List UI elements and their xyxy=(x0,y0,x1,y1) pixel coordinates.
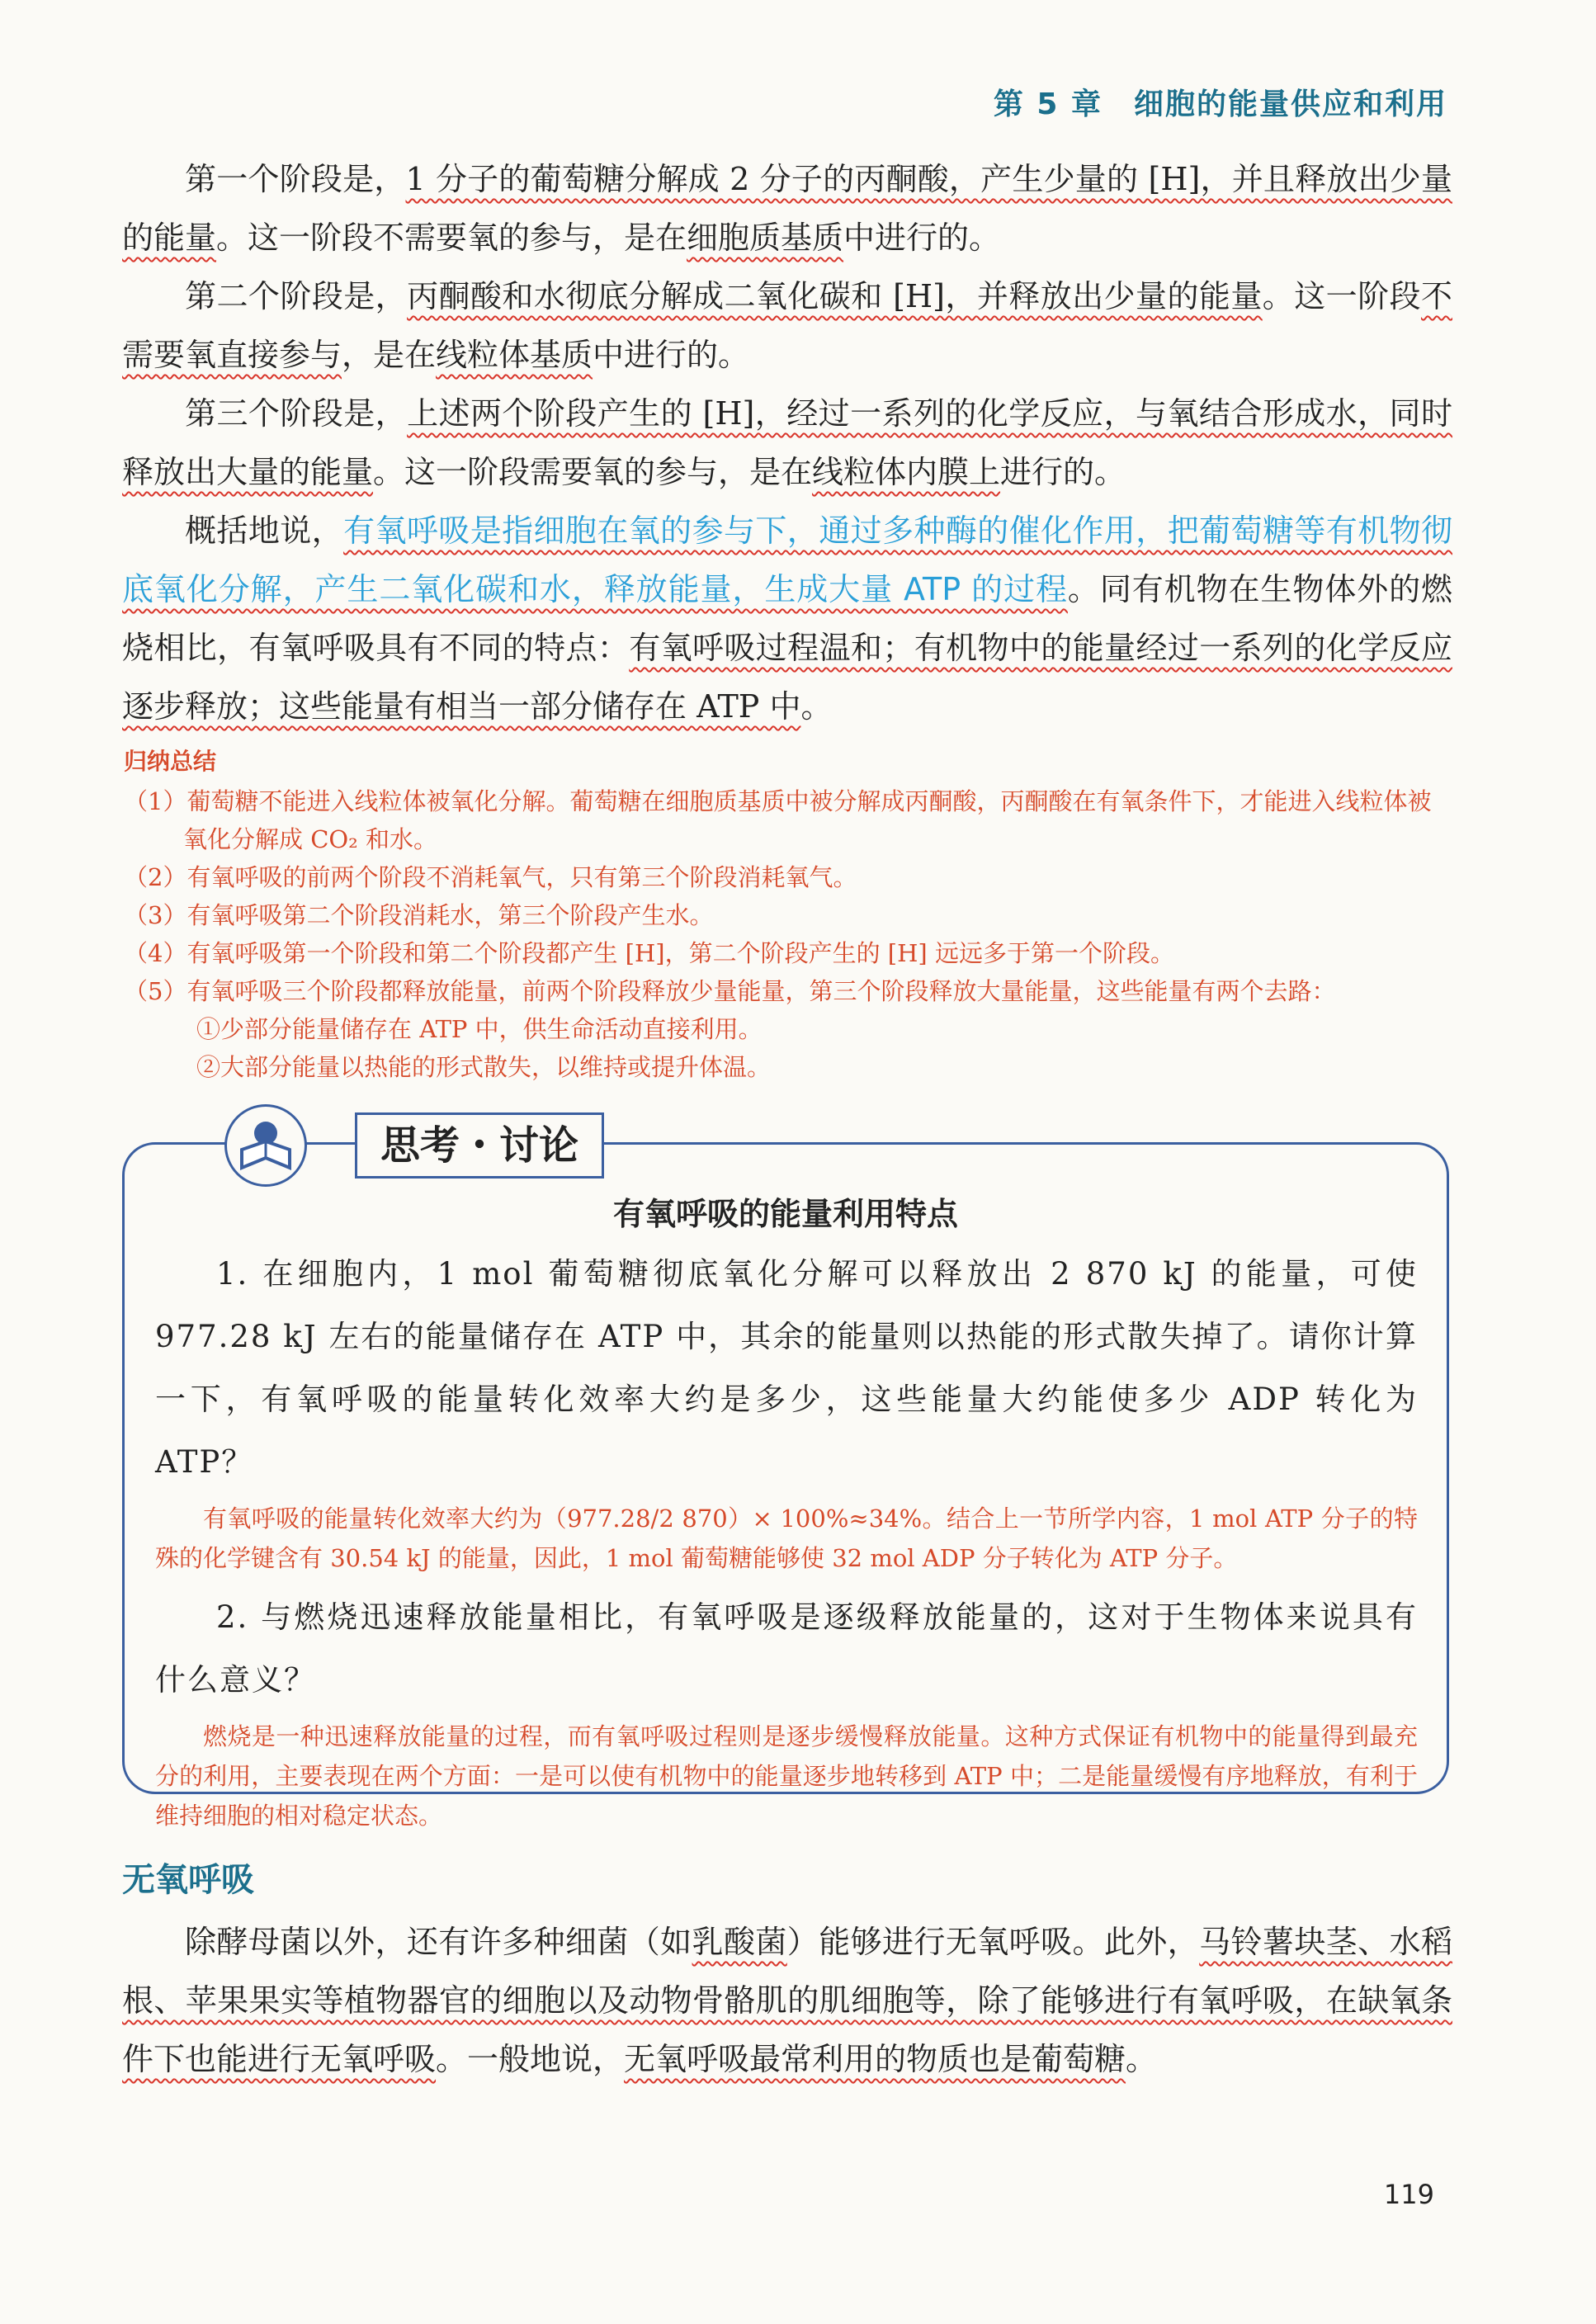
highlight-span: 无氧呼吸最常利用的物质也是葡萄糖 xyxy=(624,2041,1126,2077)
text-span: 中进行的。 xyxy=(593,337,750,373)
anaerobic-text xyxy=(122,1913,1452,2089)
summary-subitem: ②大部分能量以热能的形式散失，以维持或提升体温。 xyxy=(196,1053,772,1081)
stage-three-paragraph xyxy=(122,385,1452,502)
highlight-span: 上述两个阶段产生的 [H]，经过一系列的化学反应，与氧结合形成水，同时释放出大量的能量 xyxy=(122,395,1452,490)
definition-highlight: 有氧呼吸是指细胞在氧的参与下，通过多种酶的催化作用，把葡萄糖等有机物彻底氧化分解，产生二氧化碳和水，释放能量，生成大量 ATP 的过程 xyxy=(122,513,1452,607)
discussion-label: 思考・讨论 xyxy=(355,1112,604,1179)
discussion-title: 有氧呼吸的能量利用特点 xyxy=(612,1196,958,1232)
highlight-span: 有氧呼吸过程温和；有机物中的能量经过一系列的化学反应逐步释放；这些能量有相当一部分储存在 ATP 中 xyxy=(122,630,1452,725)
text-span: ）能够进行无氧呼吸。此外， xyxy=(786,1924,1200,1960)
text-span: 进行的。 xyxy=(1000,454,1126,490)
text-span: 概括地说， xyxy=(185,513,344,549)
reader-icon-graphic xyxy=(227,1107,305,1184)
text-span: ，是在 xyxy=(342,337,437,373)
summary-item: （3）有氧呼吸第二个阶段消耗水，第三个阶段产生水。 xyxy=(124,901,714,929)
highlight-span: 乳酸菌 xyxy=(692,1924,787,1960)
summary-item: （5）有氧呼吸三个阶段都释放能量，前两个阶段释放少量能量，第三个阶段释放大量能量，这些能量有两个去路： xyxy=(124,977,1336,1005)
anaerobic-paragraph xyxy=(122,1913,1452,2089)
text-span: 第三个阶段是， xyxy=(185,395,408,432)
summary-subitem: ①少部分能量储存在 ATP 中，供生命活动直接利用。 xyxy=(196,1015,763,1043)
highlight-span: 细胞质基质 xyxy=(687,220,844,256)
question-one: 1. 在细胞内，1 mol 葡萄糖彻底氧化分解可以释放出 2 870 kJ 的能量，可使 977.28 kJ 左右的能量储存在 ATP 中，其余的能量则以热能的形式散失掉了。请你计算一下，有氧呼吸的能量转化效率大约是多少，这些能量大约能使多少 ADP 转化为 ATP？ xyxy=(155,1256,1418,1480)
section-title-anaerobic: 无氧呼吸 xyxy=(122,1860,254,1899)
text-span: 。这一阶段 xyxy=(1262,278,1421,314)
stage-two-paragraph xyxy=(122,267,1452,385)
summary-paragraph xyxy=(122,502,1452,736)
text-span: 中进行的。 xyxy=(843,220,1001,256)
text-span: 。一般地说， xyxy=(436,2041,625,2077)
text-span: 除酵母菌以外，还有许多种细菌（如 xyxy=(185,1924,692,1960)
highlight-span: 不需要氧直接参与 xyxy=(122,278,1452,373)
highlight-span: 1 分子的葡萄糖分解成 2 分子的丙酮酸，产生少量的 [H]，并且释放出少量的能量 xyxy=(122,161,1452,256)
summary-item: （1）葡萄糖不能进入线粒体被氧化分解。葡萄糖在细胞质基质中被分解成丙酮酸，丙酮酸在有氧条件下，才能进入线粒体被氧化分解成 CO₂ 和水。 xyxy=(124,787,1432,853)
summary-title: 归纳总结 xyxy=(124,748,217,775)
summary-item: （2）有氧呼吸的前两个阶段不消耗氧气，只有第三个阶段消耗氧气。 xyxy=(124,863,857,891)
text-span: 。 xyxy=(800,688,833,725)
text-span: 第一个阶段是， xyxy=(185,161,406,197)
chapter-header: 第 5 章 细胞的能量供应和利用 xyxy=(993,87,1447,121)
text-span: 。这一阶段需要氧的参与，是在 xyxy=(373,454,813,490)
answer-one: 有氧呼吸的能量转化效率大约为（977.28/2 870）× 100%≈34%。结合上一节所学内容，1 mol ATP 分子的特殊的化学键含有 30.54 kJ 的能量，因此，1 mol 葡萄糖能够使 32 mol ADP 分子转化为 ATP 分子。 xyxy=(155,1504,1418,1572)
highlight-span: 马铃薯块茎、水稻根、苹果果实等植物器官的细胞以及动物骨骼肌的肌细胞等，除了能够进行有氧呼吸，在缺氧条件下也能进行无氧呼吸 xyxy=(122,1924,1452,2077)
highlight-span: 丙酮酸和水彻底分解成二氧化碳和 [H]，并释放出少量的能量 xyxy=(407,278,1263,314)
highlight-span: 线粒体基质 xyxy=(436,337,593,373)
discussion-body xyxy=(155,1243,1418,1844)
text-span: 。同有机物在生物体外的燃烧相比，有氧呼吸具有不同的特点： xyxy=(122,571,1452,666)
summary-item: （4）有氧呼吸第一个阶段和第二个阶段都产生 [H]，第二个阶段产生的 [H] 远远多于第一个阶段。 xyxy=(124,939,1174,967)
page-number: 119 xyxy=(1383,2179,1434,2210)
highlight-span: 线粒体内膜上 xyxy=(812,454,1001,490)
summary-notes xyxy=(124,743,1452,1086)
question-two: 2. 与燃烧迅速释放能量相比，有氧呼吸是逐级释放能量的，这对于生物体来说具有什么意义？ xyxy=(155,1599,1418,1698)
aerobic-respiration-text xyxy=(122,150,1452,736)
text-span: 。 xyxy=(1126,2041,1158,2077)
answer-two: 燃烧是一种迅速释放能量的过程，而有氧呼吸过程则是逐步缓慢释放能量。这种方式保证有机物中的能量得到最充分的利用，主要表现在两个方面：一是可以使有机物中的能量逐步地转移到 ATP 中；二是能量缓慢有序地释放，有利于维持细胞的相对稳定状态。 xyxy=(155,1722,1418,1830)
text-span: 。这一阶段不需要氧的参与，是在 xyxy=(216,220,687,256)
reader-icon xyxy=(224,1104,307,1187)
text-span: 第二个阶段是， xyxy=(185,278,408,314)
stage-one-paragraph xyxy=(122,150,1452,267)
